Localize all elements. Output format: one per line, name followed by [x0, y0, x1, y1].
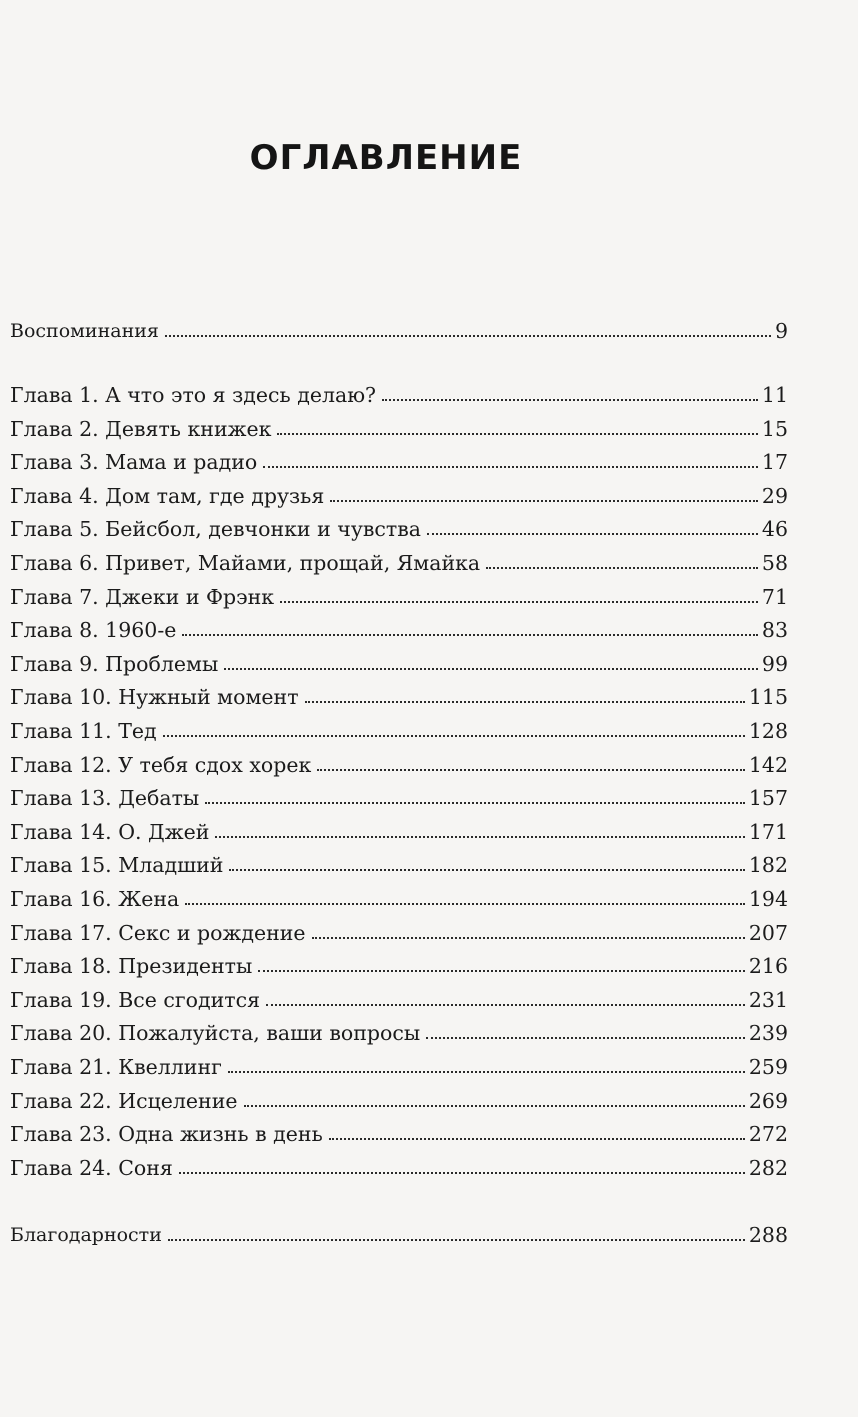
toc-entry-chapter — [10, 676, 788, 710]
toc-entry-chapter — [10, 609, 788, 643]
dot-leader — [182, 634, 758, 636]
toc-entry-label: Глава 11. Тед — [10, 719, 157, 743]
dot-leader — [163, 735, 745, 737]
toc-entry-chapter — [10, 1113, 788, 1147]
toc-entry-chapter — [10, 542, 788, 576]
dot-leader — [317, 769, 745, 771]
toc-entry-chapter — [10, 912, 788, 946]
toc-entry-page: 231 — [748, 987, 788, 1012]
dot-leader — [305, 701, 745, 703]
toc-entry-page: 282 — [748, 1155, 788, 1180]
toc-entry-page: 17 — [761, 450, 788, 475]
toc-entry-chapter — [10, 811, 788, 845]
toc-entry-label: Глава 19. Все сгодится — [10, 987, 261, 1012]
dot-leader — [165, 335, 771, 337]
toc-entry-label: Глава 13. Дебаты — [10, 786, 200, 811]
toc-entry-chapter — [10, 576, 788, 610]
toc-entry-page: 83 — [761, 618, 788, 643]
toc-entry-label: Глава 3. Мама и радио — [10, 450, 258, 475]
toc-entry-back — [10, 1214, 788, 1248]
toc-entry-label: Глава 18. Президенты — [10, 954, 253, 979]
toc-entry-label: Глава 23. Одна жизнь в день — [10, 1122, 323, 1147]
toc-entry-label: Глава 14. О. Джей — [10, 819, 210, 844]
toc-entry-label: Глава 4. Дом там, где друзья — [10, 483, 325, 508]
toc-entry-chapter — [10, 844, 788, 878]
toc-entry-page: 259 — [748, 1055, 788, 1079]
dot-leader — [168, 1239, 745, 1241]
toc-entry-label: Глава 2. Девять книжек — [10, 416, 272, 441]
toc-entry-page: 239 — [748, 1021, 788, 1046]
dot-leader — [312, 937, 745, 939]
toc-entry-chapter — [10, 408, 788, 442]
toc-entry-chapter — [10, 777, 788, 811]
toc-entry-chapter — [10, 475, 788, 509]
dot-leader — [427, 533, 758, 535]
dot-leader — [258, 970, 745, 972]
toc-entry-label: Глава 21. Квеллинг — [10, 1055, 222, 1079]
toc-entry-label: Глава 15. Младший — [10, 853, 224, 878]
toc-entry-page: 11 — [761, 383, 788, 407]
toc-entry-chapter — [10, 1080, 788, 1114]
toc-entry-page: 46 — [761, 517, 788, 542]
dot-leader — [224, 668, 758, 670]
toc-entry-label: Глава 17. Секс и рождение — [10, 920, 306, 945]
toc-entry-label: Глава 16. Жена — [10, 887, 180, 911]
toc-entry-page: 272 — [748, 1122, 788, 1147]
toc-entry-chapter — [10, 374, 788, 408]
dot-leader — [329, 1138, 745, 1140]
toc-entry-page: 71 — [761, 584, 788, 609]
dot-leader — [244, 1105, 745, 1107]
toc-entry-label: Глава 5. Бейсбол, девчонки и чувства — [10, 517, 422, 542]
toc-entry-chapter — [10, 441, 788, 475]
toc-entry-chapter — [10, 1046, 788, 1080]
toc-entry-label: Глава 10. Нужный момент — [10, 685, 299, 710]
toc-entry-label: Глава 7. Джеки и Фрэнк — [10, 584, 275, 609]
toc-entry-page: 128 — [748, 719, 788, 743]
toc-entry-label: Глава 1. А что это я здесь делаю? — [10, 383, 377, 407]
dot-leader — [263, 466, 758, 468]
toc-entry-label: Глава 20. Пожалуйста, ваши вопросы — [10, 1021, 421, 1046]
toc-entry-label: Глава 6. Привет, Майами, прощай, Ямайка — [10, 551, 481, 575]
page-title: ОГЛАВЛЕНИЕ — [249, 138, 523, 178]
toc-entry-chapter — [10, 945, 788, 979]
toc-entry-chapter — [10, 878, 788, 912]
toc-entry-page: 288 — [748, 1223, 788, 1247]
toc-entry-chapter — [10, 979, 788, 1013]
dot-leader — [205, 802, 745, 804]
dot-leader — [266, 1004, 745, 1006]
toc-entry-label: Воспоминания — [10, 320, 159, 342]
toc-entry-page: 157 — [748, 786, 788, 811]
toc-entry-front — [10, 310, 788, 344]
toc-entry-page: 269 — [748, 1088, 788, 1113]
dot-leader — [185, 903, 745, 905]
toc-entry-label: Глава 22. Исцеление — [10, 1088, 238, 1113]
toc-entry-page: 99 — [761, 651, 788, 676]
toc-entry-page: 115 — [748, 685, 788, 710]
toc-entry-page: 29 — [761, 483, 788, 508]
toc-entry-chapter — [10, 508, 788, 542]
toc-entry-page: 142 — [748, 752, 788, 777]
toc-entry-page: 171 — [748, 819, 788, 844]
dot-leader — [382, 399, 758, 401]
toc-entry-label: Глава 24. Соня — [10, 1155, 173, 1180]
toc-entry-chapter — [10, 1147, 788, 1181]
toc-entry-chapter — [10, 744, 788, 778]
dot-leader — [280, 601, 758, 603]
toc-entry-page: 194 — [748, 887, 788, 911]
toc-entry-page: 9 — [774, 319, 788, 343]
dot-leader — [277, 433, 758, 435]
dot-leader — [215, 836, 744, 838]
dot-leader — [228, 1071, 745, 1073]
toc-entry-label: Глава 9. Проблемы — [10, 651, 219, 676]
dot-leader — [229, 869, 744, 871]
toc-entry-chapter — [10, 710, 788, 744]
toc-entry-page: 182 — [748, 853, 788, 878]
toc-entry-label: Глава 12. У тебя сдох хорек — [10, 752, 312, 777]
toc-entry-chapter — [10, 1012, 788, 1046]
toc-entry-page: 15 — [761, 416, 788, 441]
toc-entry-label: Глава 8. 1960-е — [10, 618, 177, 643]
toc-entry-page: 58 — [761, 551, 788, 575]
dot-leader — [426, 1037, 745, 1039]
toc-entry-chapter — [10, 643, 788, 677]
toc-entry-page: 207 — [748, 920, 788, 945]
toc-entry-page: 216 — [748, 954, 788, 979]
dot-leader — [486, 567, 758, 569]
dot-leader — [330, 500, 758, 502]
dot-leader — [179, 1172, 745, 1174]
toc-entry-label: Благодарности — [10, 1224, 162, 1246]
